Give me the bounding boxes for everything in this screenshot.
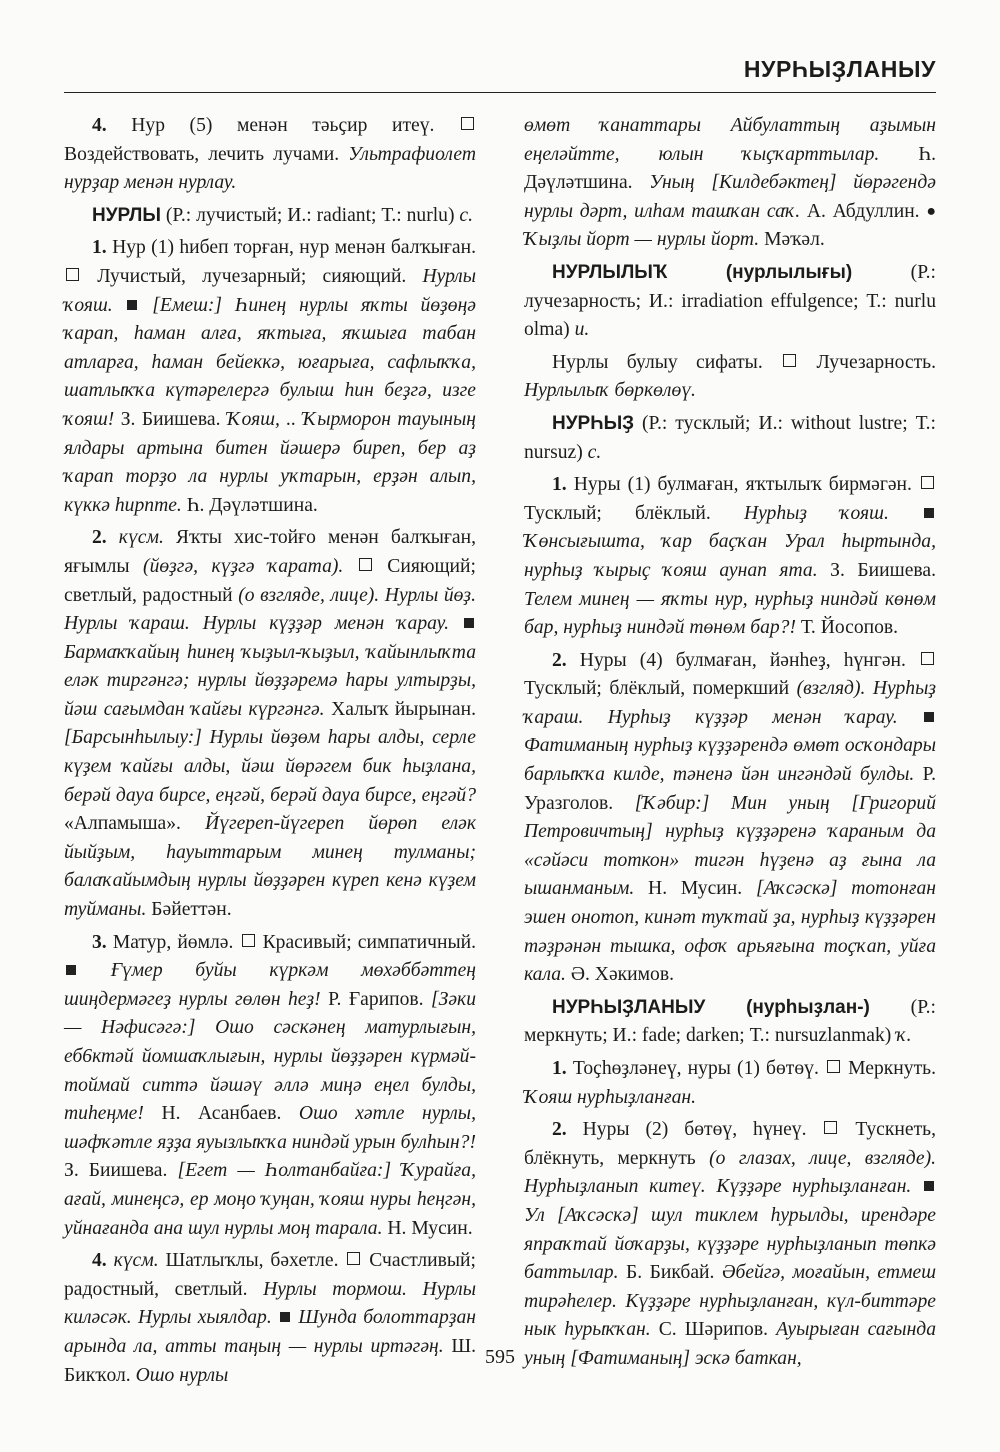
- equivalents: (Р.: меркнуть; И.: fade; darken; Т.: nursuzlanmak): [524, 996, 936, 1047]
- example-text: Нурһыҙланып китеү. Күҙҙәре нурһыҙланған.: [524, 1176, 912, 1198]
- left-column: [64, 112, 476, 1394]
- example-text: Нурһыҙ ҡараш. Нурһыҙ күҙҙәр менән ҡарау.: [524, 678, 937, 728]
- translation-marker-icon: [359, 558, 372, 571]
- example-text: Нурлылыҡ бөркөлөү.: [524, 380, 696, 402]
- definition-paragraph: [524, 647, 936, 990]
- definition-paragraph: [524, 1116, 936, 1373]
- citation-author: Р. Ғарипов.: [328, 988, 424, 1010]
- translation-text: Сияющий; светлый, радостный: [64, 555, 476, 606]
- equivalents: (Р.: лучистый; И.: radiant; Т.: nurlu): [165, 204, 455, 226]
- citation-author: Н. Мусин.: [648, 878, 743, 900]
- citation-author: Бәйеттән.: [151, 899, 232, 921]
- sense-number: 4.: [92, 115, 107, 136]
- translation-text: Счастливый; радостный, светлый.: [64, 1250, 476, 1300]
- citation-marker-icon: [66, 965, 76, 975]
- definition-text: Нуры (2) бөтөү, һүнеү.: [582, 1119, 807, 1141]
- running-head: НУРҺЫҘЛАНЫУ: [743, 56, 936, 82]
- definition-paragraph: [524, 112, 936, 255]
- sense-number: 4.: [92, 1250, 107, 1272]
- example-text: Нурлы тормош. Нурлы киләсәк. Нурлы хыялдар.: [64, 1278, 476, 1329]
- example-text: Нурлы йөҙ. Нурлы ҡараш. Нурлы күҙҙәр менән ҡарау.: [64, 584, 476, 635]
- citation-marker-icon: [924, 1181, 934, 1191]
- page-number: 595: [485, 1346, 515, 1368]
- entry-heading: [524, 994, 936, 1051]
- part-of-speech: с.: [459, 204, 474, 226]
- part-of-speech: и.: [574, 319, 590, 341]
- citation-text: [Егет — Һолтанбайға:] Ҡурайға, ағай, минеңсә, ер моңо ҡуңан, ҡояш нуры һеңгән, уйнағанда ана шул нурлы моң тарала.: [64, 1160, 476, 1239]
- example-text: Ҡояш нурһыҙланған.: [524, 1086, 697, 1108]
- citation-author: Ә. Хәкимов.: [570, 964, 675, 986]
- definition-text: Яҡты хис-тойғо менән балҡыған, яғымлы: [64, 527, 476, 577]
- citation-author: Һ. Дәүләтшина.: [186, 494, 318, 516]
- citation-author: «Алпамыша».: [64, 813, 181, 835]
- citation-text: [Барсынһылыу:] Нурлы йөҙөм һары алды, серле күҙем ҡайғы алды, йәш йөрәгем бик һыҙлана, берәй дауа бирсе, еңгәй, берәй дауа бирсе, еңгәй?: [64, 727, 476, 806]
- definition-paragraph: [64, 112, 476, 198]
- part-of-speech: с.: [587, 441, 602, 463]
- translation-marker-icon: [827, 1060, 840, 1073]
- citation-author: Т. Йосопов.: [800, 617, 899, 639]
- translation-marker-icon: [783, 354, 796, 367]
- headword: НУРҺЫҘЛАНЫУ: [552, 996, 706, 1018]
- translation-text: Меркнуть.: [848, 1058, 936, 1079]
- citation-text: Ғүмер буйы күркәм мөхәббәттең шиңдермәгеҙ нурлы гөлөн һеҙ!: [64, 960, 476, 1010]
- citation-author: Халыҡ йырынан.: [331, 698, 476, 720]
- headword: НУРЛЫЛЫҠ: [552, 261, 668, 283]
- definition-paragraph: [64, 929, 476, 1244]
- equivalents: (Р.: лучезарность; И.: irradiation effulgence; Т.: nurlu olma): [524, 261, 936, 341]
- sense-number: 1.: [552, 1058, 567, 1079]
- translation-text: Лучезарность.: [816, 351, 936, 373]
- citation-author: А. Абдуллин.: [806, 200, 920, 222]
- definition-text: Нуры (4) булмаған, йәнһеҙ, һүнгән.: [579, 649, 906, 671]
- citation-marker-icon: [924, 508, 934, 518]
- equivalents: (Р.: тусклый; И.: without lustre; Т.: nursuz): [524, 412, 936, 463]
- translation-marker-icon: [66, 268, 79, 281]
- page-header: [64, 52, 936, 93]
- citation-text: Телем минең — яҡты нур, нурһыҙ ниндәй көнөм бар, нурһыҙ ниндәй төнөм бар?!: [524, 588, 936, 639]
- citation-text: Ул [Аҡсәскә] шул тиклем һурылды, ирендәре япраҡтай йоҡарҙы, күҙҙәре нурһыҙланып төпкә баттылар.: [524, 1204, 936, 1284]
- definition-text: Шатлыҡлы, бәхетле.: [165, 1250, 339, 1272]
- translation-marker-icon: [242, 934, 255, 947]
- translation-text: Тусклый; блёклый.: [524, 502, 711, 524]
- translation-marker-icon: [824, 1121, 837, 1134]
- translation-text: Тускнеть, блёкнуть, меркнуть: [524, 1119, 936, 1169]
- entry-heading: [524, 410, 936, 467]
- definition-text: Нуры (1) булмаған, яҡтылыҡ бирмәгән.: [573, 474, 912, 496]
- citation-author: З. Биишева.: [64, 1160, 168, 1182]
- citation-text: Уның [Килдебәктең] йөрәгендә нурлы дәрт, илһам ташҡан саҡ.: [524, 172, 936, 222]
- proverb-bullet-icon: ●: [926, 202, 936, 220]
- entry-heading: [64, 202, 476, 231]
- translation-marker-icon: [921, 476, 934, 489]
- citation-text: Фатиманың нурһыҙ күҙҙәрендә өмөт осҡондары барлыҡҡа килде, тәненә йән ингәндәй булды.: [524, 735, 936, 786]
- citation-text: Ҡөнсығышта, ҡар баҫҡан Урал һыртында, нурһыҙ ҡырыҫ ҡояш аунап ята.: [524, 531, 936, 581]
- definition-paragraph: [524, 471, 936, 643]
- citation-text: Бармаҡҡайың һинең ҡыҙыл-ҡыҙыл, ҡайынлыҡта еләк тиргәнгә; нурлы йөҙҙәремә һары ултырҙы, йәш сағымдан ҡайғы күргәнгә.: [64, 641, 476, 720]
- citation-author: Һ. Дәүләтшина.: [524, 143, 936, 194]
- citation-text: [Зәки — Нәфисәгә:] Ошо сәскәнең матурлығын, еб6ктәй йомшаҡлығын, нурлы йөҙҙәрен күрмәй-тоймай ситтә йәшәү әллә миңә еңел булды, тиһеңме!: [64, 988, 477, 1125]
- headword-form: (нурлылығы): [725, 261, 853, 283]
- definition-text: Тоҫһөҙләнеү, нуры (1) бөтөү.: [572, 1058, 819, 1079]
- citation-author: З. Биишева.: [830, 559, 937, 581]
- proverb-text: Ҡыҙлы йорт — нурлы йорт.: [524, 229, 760, 251]
- translation-text: Красивый; симпатичный.: [262, 931, 476, 953]
- right-column: [524, 112, 936, 1378]
- usage-note: (взгляд).: [796, 678, 866, 700]
- definition-paragraph: [524, 349, 936, 406]
- definition-paragraph: [64, 234, 476, 520]
- headword-form: (нурһыҙлан-): [746, 996, 870, 1018]
- citation-text: өмөт ҡанаттары Айбулаттың аҙымын еңеләйтте, юлын ҡыҫҡарттылар.: [524, 115, 936, 165]
- example-text: Нурһыҙ ҡояш.: [743, 502, 889, 524]
- translation-text: Воздействовать, лечить лучами.: [64, 143, 340, 165]
- definition-text: Матур, йөмлә.: [112, 931, 234, 953]
- translation-text: Лучистый, лучезарный; сияющий.: [97, 265, 407, 287]
- citation-author: Б. Бикбай.: [625, 1262, 715, 1284]
- citation-marker-icon: [464, 618, 474, 628]
- definition-text: Нур (5) менән тәьҫир итеү.: [131, 115, 435, 136]
- part-of-speech: ҡ.: [896, 1025, 912, 1047]
- citation-text: [Ҡәбир:] Мин уның [Григорий Петровичтың] нурһыҙ күҙҙәренә ҡараным да «сәйәси тоткон» тигән һүҙенә аҙ ғына ла ышанманым.: [524, 792, 936, 900]
- citation-text: Ҡояш, .. Ҡырморон тауының ялдары артына битен йәшерә биреп, бер аҙ ҡарап торҙо ла нурлы уҡтарын, ерҙән алып, күккә һирпте.: [64, 408, 476, 516]
- citation-text: [Емеш:] Һинең нурлы яҡты йөҙөңә ҡарап, һаман алға, яҡтыға, яҡшыға табан атларға, һаман бейеккә, юғарыға, сафлыҡҡа, шатлыҡҡа күтәрелергә булыш һин беҙгә, изге ҡояш!: [64, 294, 476, 430]
- entry-heading: [524, 259, 936, 345]
- sense-number: 2.: [552, 1119, 567, 1141]
- citation-author: Р. Уразголов.: [524, 764, 936, 814]
- citation-marker-icon: [280, 1312, 290, 1322]
- definition-paragraph: [64, 524, 476, 924]
- translation-marker-icon: [347, 1252, 360, 1265]
- citation-author: З. Биишева.: [120, 408, 221, 430]
- citation-text: Шунда болоттарҙан арында ла, атты таңың — нурлы иртәгәң.: [64, 1307, 476, 1357]
- citation-author: С. Шәрипов.: [658, 1319, 768, 1341]
- citation-author: Ш. Бикҡол.: [64, 1335, 476, 1386]
- sense-number: 2.: [92, 527, 107, 549]
- citation-text: Ошо хәтле нурлы, шәфҡәтле яҙҙа яуызлыҡҡа ниндәй урын булһын?!: [64, 1103, 476, 1153]
- citation-author: Мәҡәл.: [764, 229, 825, 251]
- usage-label: күсм.: [113, 1250, 159, 1272]
- sense-number: 1.: [92, 237, 107, 259]
- citation-marker-icon: [924, 712, 934, 722]
- sense-number: 3.: [92, 931, 107, 953]
- translation-marker-icon: [461, 117, 474, 130]
- example-text: Ультрафиолет нурҙар менән нурлау.: [64, 143, 476, 194]
- usage-note: (о взгляде, лице).: [238, 584, 380, 606]
- example-text: Нурлы ҡояш.: [64, 265, 476, 316]
- headword: НУРЛЫ: [92, 204, 161, 226]
- citation-text: [Аҡсәскә] тотонған эшен онотоп, кинәт туҡтай ҙа, нурһыҙ күҙҙәрен тәҙрәнән тышка, офоҡ арьяғына тоҫҡап, уйға кала.: [524, 878, 936, 986]
- usage-label: күсм.: [118, 527, 164, 549]
- citation-text: Йүгереп-йүгереп йөрөп еләк йыйҙым, һауыттарым минең тулманы; балаҡайымдың нурлы йөҙҙәрен күреп кенә күҙем туйманы.: [64, 813, 476, 921]
- translation-marker-icon: [921, 652, 934, 665]
- definition-paragraph: [524, 1055, 936, 1112]
- citation-author: Н. Мусин.: [387, 1217, 473, 1239]
- citation-text: Ауырыған сағында уның [Фатиманың] эскә баткан,: [524, 1319, 936, 1369]
- citation-text: Әбейгә, моғайын, етмеш тирәһелер. Күҙҙәре нурһыҙланған, күл-биттәре нык һурыҡҡан.: [524, 1262, 937, 1341]
- sense-number: 1.: [552, 474, 567, 496]
- headword: НУРҺЫҘ: [552, 412, 635, 434]
- sense-number: 2.: [552, 649, 567, 671]
- citation-author: Н. Асанбаев.: [161, 1103, 282, 1125]
- translation-text: Тусклый; блёклый, померкший: [524, 678, 790, 700]
- citation-marker-icon: [127, 300, 137, 310]
- definition-text: Нур (1) һибеп торған, нур менән балҡыған.: [112, 237, 476, 259]
- usage-note: (йөҙгә, күҙгә ҡарата).: [143, 555, 344, 577]
- citation-text: Ошо нурлы: [135, 1364, 229, 1386]
- usage-note: (о глазах, лице, взгляде).: [709, 1147, 936, 1169]
- definition-text: Нурлы булыу сифаты.: [552, 351, 763, 373]
